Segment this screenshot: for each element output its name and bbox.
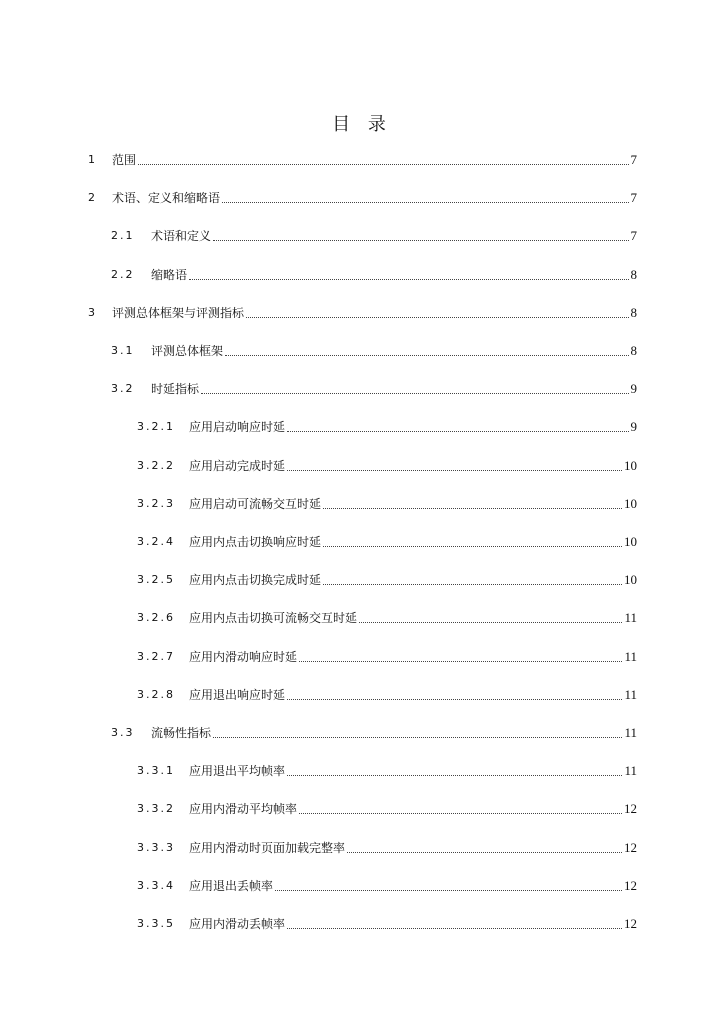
toc-entry-title: 评测总体框架: [151, 344, 224, 358]
toc-entry[interactable]: [137, 838, 637, 856]
toc-entry[interactable]: [88, 188, 637, 206]
toc-entry-page-number: 7: [630, 190, 637, 205]
toc-entry[interactable]: [111, 723, 637, 741]
toc-entry-page-number: 9: [630, 419, 637, 434]
toc-entry-title: 流畅性指标: [151, 726, 212, 740]
toc-entry-title: 应用内滑动响应时延: [189, 650, 298, 664]
toc-entry-title: 应用内点击切换响应时延: [189, 535, 322, 549]
toc-entry[interactable]: [137, 647, 637, 665]
toc-leader-dots: [287, 430, 628, 432]
toc-entry-number: 2.1: [111, 229, 135, 242]
toc-leader-dots: [359, 621, 622, 623]
toc-entry-number: 1: [88, 153, 97, 166]
toc-entry-title: 应用退出平均帧率: [189, 764, 286, 778]
toc-leader-dots: [287, 469, 622, 471]
toc-entry-number: 3.3.4: [137, 879, 175, 892]
toc-entry-number: 3.3.1: [137, 764, 175, 777]
toc-entry-title: 术语和定义: [151, 229, 212, 243]
toc-entry-number: 3.3.2: [137, 802, 175, 815]
toc-entry-title: 应用退出丢帧率: [189, 879, 274, 893]
toc-leader-dots: [213, 736, 622, 738]
page-title: 目 录: [332, 114, 392, 135]
toc-entry[interactable]: [137, 608, 637, 626]
toc-entry-page-number: 11: [624, 763, 637, 778]
toc-entry-number: 3.2.1: [137, 420, 175, 433]
toc-entry-number: 3.2.4: [137, 535, 175, 548]
toc-leader-dots: [287, 927, 622, 929]
toc-entry-title: 时延指标: [151, 382, 200, 396]
toc-leader-dots: [299, 812, 622, 814]
toc-entry-page-number: 7: [630, 228, 637, 243]
toc-entry[interactable]: [137, 685, 637, 703]
toc-entry[interactable]: [137, 494, 637, 512]
toc-leader-dots: [299, 660, 622, 662]
toc-entry[interactable]: [111, 265, 637, 283]
toc-leader-dots: [323, 583, 622, 585]
toc-entry-number: 3: [88, 306, 97, 319]
toc-entry-title: 应用内点击切换可流畅交互时延: [189, 611, 358, 625]
toc-entry-number: 3.2.5: [137, 573, 175, 586]
toc-entry-number: 3.2: [111, 382, 135, 395]
toc-entry-title: 应用内滑动丢帧率: [189, 917, 286, 931]
toc-entry-page-number: 11: [624, 649, 637, 664]
toc-leader-dots: [201, 392, 628, 394]
toc-entry[interactable]: [137, 456, 637, 474]
toc-entry-page-number: 7: [630, 152, 637, 167]
toc-entry-page-number: 12: [624, 840, 637, 855]
toc-entry-title: 应用启动可流畅交互时延: [189, 497, 322, 511]
toc-entry[interactable]: [137, 876, 637, 894]
toc-leader-dots: [213, 239, 628, 241]
toc-entry-title: 应用启动完成时延: [189, 459, 286, 473]
toc-leader-dots: [138, 163, 628, 165]
toc-entry-number: 2.2: [111, 268, 135, 281]
toc-entry-page-number: 10: [624, 458, 637, 473]
toc-entry-number: 3.2.8: [137, 688, 175, 701]
toc-leader-dots: [246, 316, 628, 318]
toc-entry-page-number: 8: [630, 305, 637, 320]
toc-entry-title: 应用内滑动时页面加载完整率: [189, 841, 346, 855]
toc-leader-dots: [287, 698, 622, 700]
toc-entry-page-number: 10: [624, 572, 637, 587]
toc-leader-dots: [225, 354, 628, 356]
toc-leader-dots: [323, 507, 622, 509]
toc-entry-title: 应用内滑动平均帧率: [189, 802, 298, 816]
toc-entry-page-number: 11: [624, 610, 637, 625]
toc-entry-page-number: 11: [624, 687, 637, 702]
toc-entry-number: 3.2.7: [137, 650, 175, 663]
toc-entry[interactable]: [137, 532, 637, 550]
toc-entry-number: 3.2.3: [137, 497, 175, 510]
toc-leader-dots: [189, 278, 628, 280]
toc-entry-number: 3.3.3: [137, 841, 175, 854]
toc-entry[interactable]: [137, 914, 637, 932]
toc-entry[interactable]: [137, 799, 637, 817]
toc-entry-number: 3.3: [111, 726, 135, 739]
toc-leader-dots: [275, 889, 622, 891]
toc-entry-page-number: 12: [624, 878, 637, 893]
toc-entry-page-number: 12: [624, 801, 637, 816]
toc-entry-page-number: 11: [624, 725, 637, 740]
toc-entry-number: 2: [88, 191, 97, 204]
toc-leader-dots: [222, 201, 628, 203]
toc-entry-page-number: 12: [624, 916, 637, 931]
toc-entry-page-number: 8: [630, 343, 637, 358]
toc-entry[interactable]: [137, 570, 637, 588]
toc-entry[interactable]: [111, 226, 637, 244]
toc-entry-page-number: 10: [624, 496, 637, 511]
toc-entry[interactable]: [111, 341, 637, 359]
toc-entry-title: 缩略语: [151, 268, 188, 282]
toc-entry-title: 应用启动响应时延: [189, 420, 286, 434]
toc-entry-page-number: 8: [630, 267, 637, 282]
toc-entry-number: 3.1: [111, 344, 135, 357]
toc-entry-number: 3.2.2: [137, 459, 175, 472]
toc-entry-title: 范围: [112, 153, 137, 167]
toc-leader-dots: [287, 774, 622, 776]
toc-entry-title: 评测总体框架与评测指标: [112, 306, 245, 320]
toc-entry-title: 术语、定义和缩略语: [112, 191, 221, 205]
toc-entry-title: 应用退出响应时延: [189, 688, 286, 702]
toc-leader-dots: [347, 851, 622, 853]
toc-entry-page-number: 10: [624, 534, 637, 549]
toc-entry-page-number: 9: [630, 381, 637, 396]
toc-entry-number: 3.3.5: [137, 917, 175, 930]
toc-entry[interactable]: [137, 417, 637, 435]
toc-entry[interactable]: [88, 303, 637, 321]
toc-entry-title: 应用内点击切换完成时延: [189, 573, 322, 587]
toc-entry[interactable]: [111, 379, 637, 397]
toc-entry[interactable]: [137, 761, 637, 779]
toc-entry[interactable]: [88, 150, 637, 168]
toc-entry-number: 3.2.6: [137, 611, 175, 624]
toc-leader-dots: [323, 545, 622, 547]
